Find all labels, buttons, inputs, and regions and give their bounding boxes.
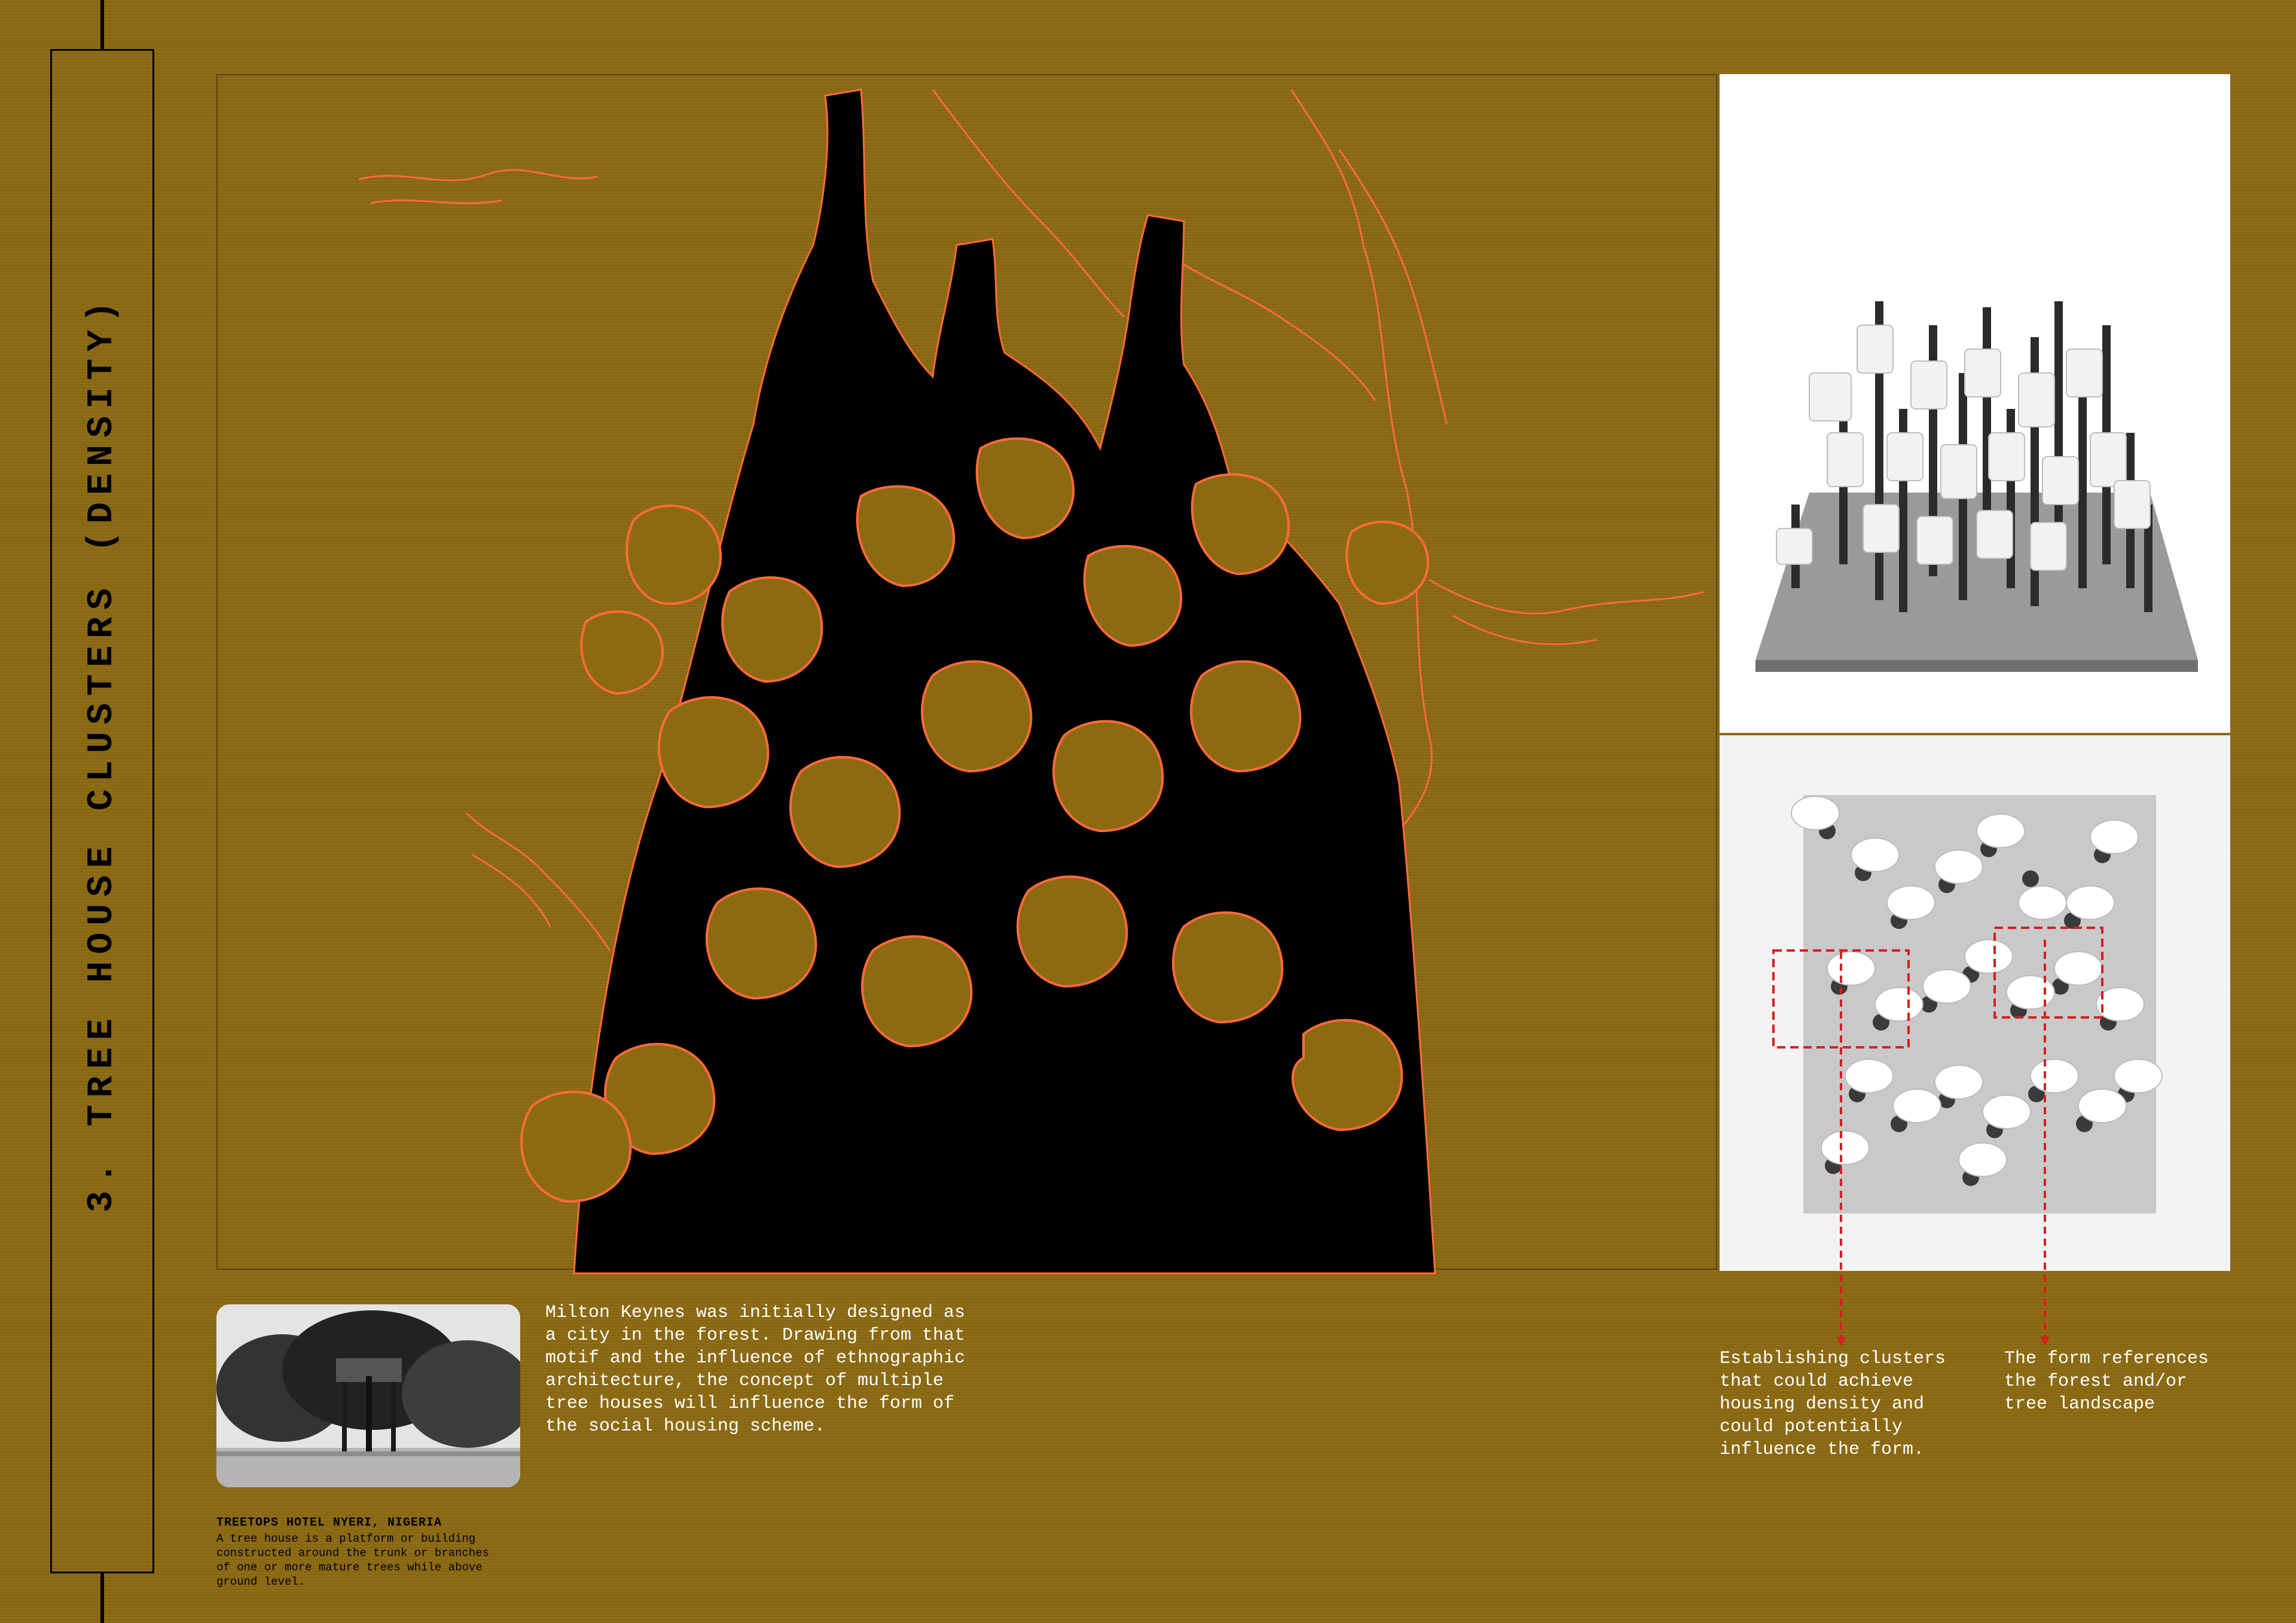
annotation-leader-lines	[1720, 921, 2230, 1351]
vertical-rule-bottom	[100, 1573, 104, 1623]
model-perspective-illustration	[1720, 74, 2230, 733]
hotel-caption-description: A tree house is a platform or building constructed around the trunk or branches of one or more mature trees while above ground level.	[216, 1532, 490, 1588]
vertical-rule-top	[100, 0, 104, 49]
concept-intro-text: Milton Keynes was initially designed as a city in the forest. Drawing from that motif and the influence of ethnographic architecture, the concept of multiple tree houses will influence the form of the social housing scheme.	[545, 1303, 966, 1436]
tree-house-silhouette-drawing	[335, 66, 1722, 1279]
hotel-caption-title: TREETOPS HOTEL NYERI, NIGERIA	[216, 1516, 442, 1530]
model-perspective-photo	[1720, 74, 2230, 733]
treetops-hotel-photo	[216, 1304, 520, 1487]
annotation-clusters: Establishing clusters that could achieve housing density and could potentially influence the form.	[1720, 1349, 1946, 1460]
annotation-form-reference: The form references the forest and/or tree landscape	[2004, 1349, 2209, 1414]
sheet-title: 3. TREE HOUSE CLUSTERS (DENSITY)	[82, 294, 123, 1213]
treetops-hotel-illustration	[216, 1304, 520, 1487]
